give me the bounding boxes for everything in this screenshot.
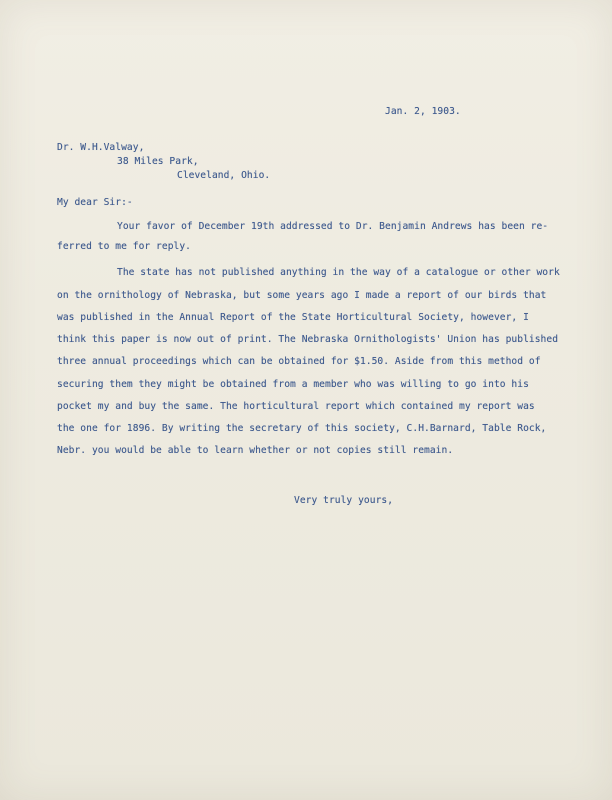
closing: Very truly yours, bbox=[294, 495, 394, 506]
body-line: think this paper is now out of print. The Nebraska Ornithologists' Union has published bbox=[57, 334, 559, 345]
body-line: securing them they might be obtained from a member who was willing to go into his bbox=[57, 379, 529, 390]
body-line: pocket my and buy the same. The horticultural report which contained my report was bbox=[57, 401, 535, 412]
body-line: on the ornithology of Nebraska, but some years ago I made a report of our birds that bbox=[57, 290, 547, 301]
body-line: Your favor of December 19th addressed to Dr. Benjamin Andrews has been re- bbox=[117, 221, 549, 232]
body-line: the one for 1896. By writing the secretary of this society, C.H.Barnard, Table Rock, bbox=[57, 423, 547, 434]
body-line: three annual proceedings which can be obtained for $1.50. Aside from this method of bbox=[57, 356, 541, 367]
body-line: Nebr. you would be able to learn whether or not copies still remain. bbox=[57, 445, 454, 456]
letter-date: Jan. 2, 1903. bbox=[385, 106, 461, 117]
body-line: was published in the Annual Report of the State Horticultural Society, however, I bbox=[57, 312, 529, 323]
body-line: The state has not published anything in the way of a catalogue or other work bbox=[117, 267, 560, 278]
recipient-name: Dr. W.H.Valway, bbox=[57, 142, 145, 153]
body-line: ferred to me for reply. bbox=[57, 241, 191, 252]
recipient-street: 38 Miles Park, bbox=[117, 156, 199, 167]
recipient-city: Cleveland, Ohio. bbox=[177, 170, 271, 181]
salutation: My dear Sir:- bbox=[57, 197, 133, 208]
